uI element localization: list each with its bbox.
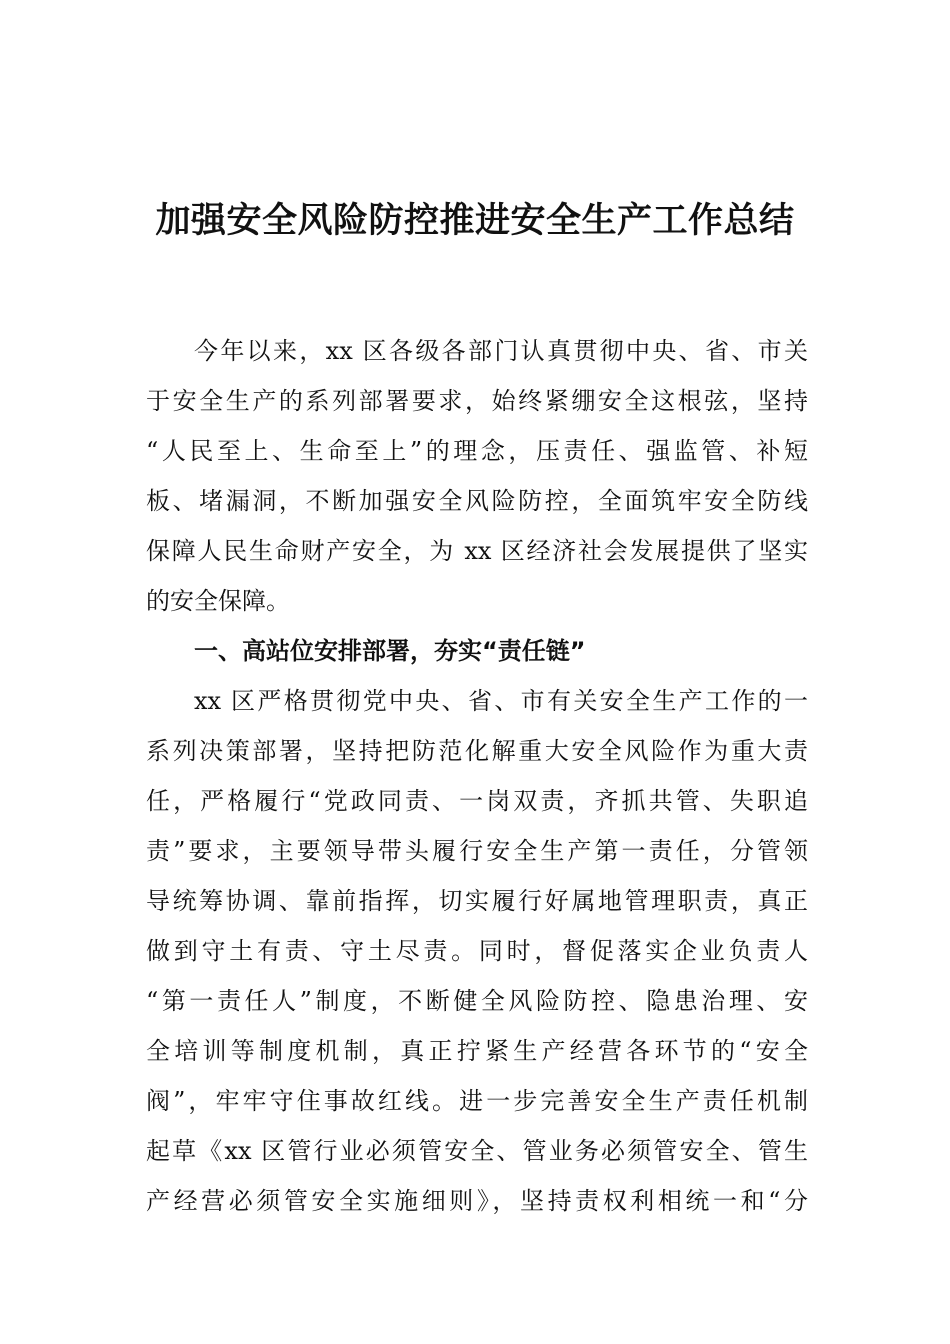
paragraph-line: 的安全保障。 (146, 587, 290, 615)
paragraph-line: 板、堵漏洞，不断加强安全风险防控，全面筑牢安全防线 (146, 487, 808, 515)
section-heading: 一、高站位安排部署，夯实“责任链” (194, 637, 586, 665)
paragraph-line: 任，严格履行“党政同责、一岗双责，齐抓共管、失职追 (146, 787, 808, 815)
paragraph-line: 导统筹协调、靠前指挥，切实履行好属地管理职责，真正 (146, 887, 808, 915)
paragraph-line: 保障人民生命财产安全，为 xx 区经济社会发展提供了坚实 (146, 537, 808, 565)
paragraph-line: 今年以来，xx 区各级各部门认真贯彻中央、省、市关 (194, 337, 808, 365)
paragraph-line: “人民至上、生命至上”的理念，压责任、强监管、补短 (146, 437, 808, 465)
paragraph-line: 系列决策部署，坚持把防范化解重大安全风险作为重大责 (146, 737, 808, 765)
paragraph-line: 产经营必须管安全实施细则》，坚持责权利相统一和“分 (146, 1187, 808, 1215)
paragraph-line: 起草《xx 区管行业必须管安全、管业务必须管安全、管生 (146, 1137, 808, 1165)
paragraph-line: 于安全生产的系列部署要求，始终紧绷安全这根弦，坚持 (146, 387, 808, 415)
document-title: 加强安全风险防控推进安全生产工作总结 (155, 200, 795, 241)
paragraph-line: 做到守土有责、守土尽责。同时，督促落实企业负责人 (146, 937, 808, 965)
paragraph-line: xx 区严格贯彻党中央、省、市有关安全生产工作的一 (194, 687, 808, 715)
paragraph-line: 责”要求，主要领导带头履行安全生产第一责任，分管领 (146, 837, 808, 865)
paragraph-line: 阀”，牢牢守住事故红线。进一步完善安全生产责任机制 (146, 1087, 808, 1115)
section-paragraph (146, 676, 808, 1226)
intro-paragraph (146, 326, 808, 626)
paragraph-line: 全培训等制度机制，真正拧紧生产经营各环节的“安全 (146, 1037, 808, 1065)
section-heading-block (146, 626, 808, 676)
paragraph-line: “第一责任人”制度，不断健全风险防控、隐患治理、安 (146, 987, 808, 1015)
